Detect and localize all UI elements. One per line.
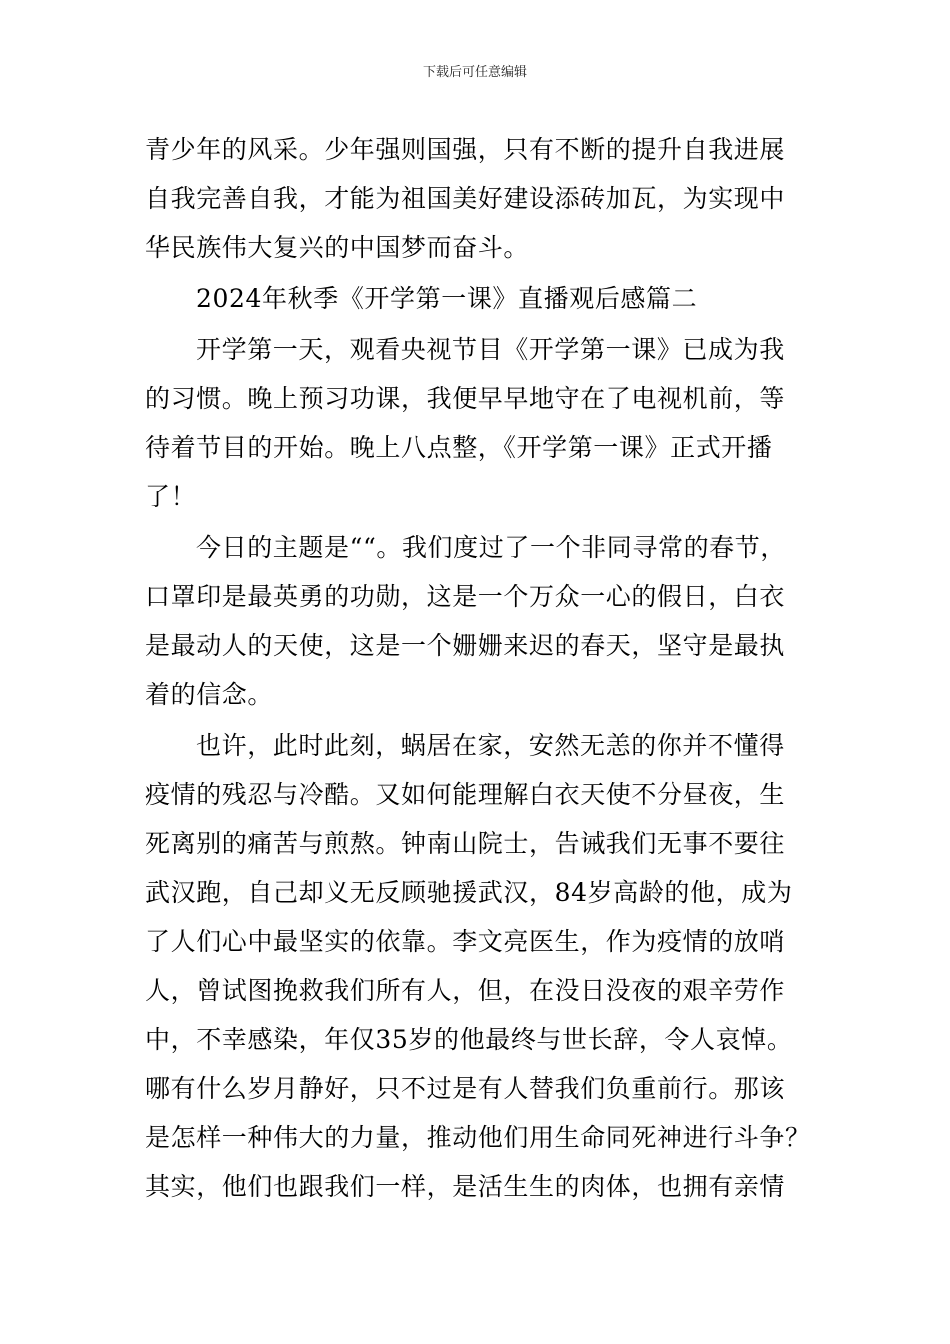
section-heading: 2024年秋季《开学第一课》直播观后感篇二 [196, 284, 698, 313]
paragraph-line: 今日的主题是““。我们度过了一个非同寻常的春节， [196, 533, 786, 562]
paragraph-line: 武汉跑，自己却义无反顾驰援武汉，84岁高龄的他，成为 [145, 878, 793, 907]
paragraph-line: 人，曾试图挽救我们所有人，但，在没日没夜的艰辛劳作 [145, 976, 786, 1005]
page-header-note: 下载后可任意编辑 [422, 65, 527, 80]
paragraph-line: 华民族伟大复兴的中国梦而奋斗。 [145, 233, 530, 262]
paragraph-line: 疫情的残忍与冷酷。又如何能理解白衣天使不分昼夜，生 [145, 780, 786, 809]
paragraph-line: 是怎样一种伟大的力量，推动他们用生命同死神进行斗争？ [145, 1123, 811, 1152]
paragraph-line: 死离别的痛苦与煎熬。钟南山院士，告诫我们无事不要往 [145, 829, 786, 858]
paragraph-line: 青少年的风采。少年强则国强，只有不断的提升自我进展 [145, 135, 786, 164]
paragraph-line: 待着节目的开始。晚上八点整，《开学第一课》正式开播 [145, 433, 773, 462]
paragraph-line: 着的信念。 [145, 680, 274, 709]
paragraph-line: 开学第一天，观看央视节目《开学第一课》已成为我 [196, 335, 785, 364]
paragraph-line: 自我完善自我，才能为祖国美好建设添砖加瓦，为实现中 [145, 184, 786, 213]
paragraph-line: 了！ [145, 482, 197, 511]
paragraph-line: 也许，此时此刻，蜗居在家，安然无恙的你并不懂得 [196, 731, 785, 760]
paragraph-line: 中，不幸感染，年仅35岁的他最终与世长辞，令人哀悼。 [145, 1025, 793, 1054]
paragraph-line: 口罩印是最英勇的功勋，这是一个万众一心的假日，白衣 [145, 582, 786, 611]
paragraph-line: 了人们心中最坚实的依靠。李文亮医生，作为疫情的放哨 [145, 927, 786, 956]
paragraph-line: 哪有什么岁月静好，只不过是有人替我们负重前行。那该 [145, 1074, 786, 1103]
paragraph-line: 其实，他们也跟我们一样，是活生生的肉体，也拥有亲情 [145, 1172, 786, 1201]
paragraph-line: 的习惯。晚上预习功课，我便早早地守在了电视机前，等 [145, 384, 786, 413]
paragraph-line: 是最动人的天使，这是一个姗姗来迟的春天，坚守是最执 [145, 631, 786, 660]
